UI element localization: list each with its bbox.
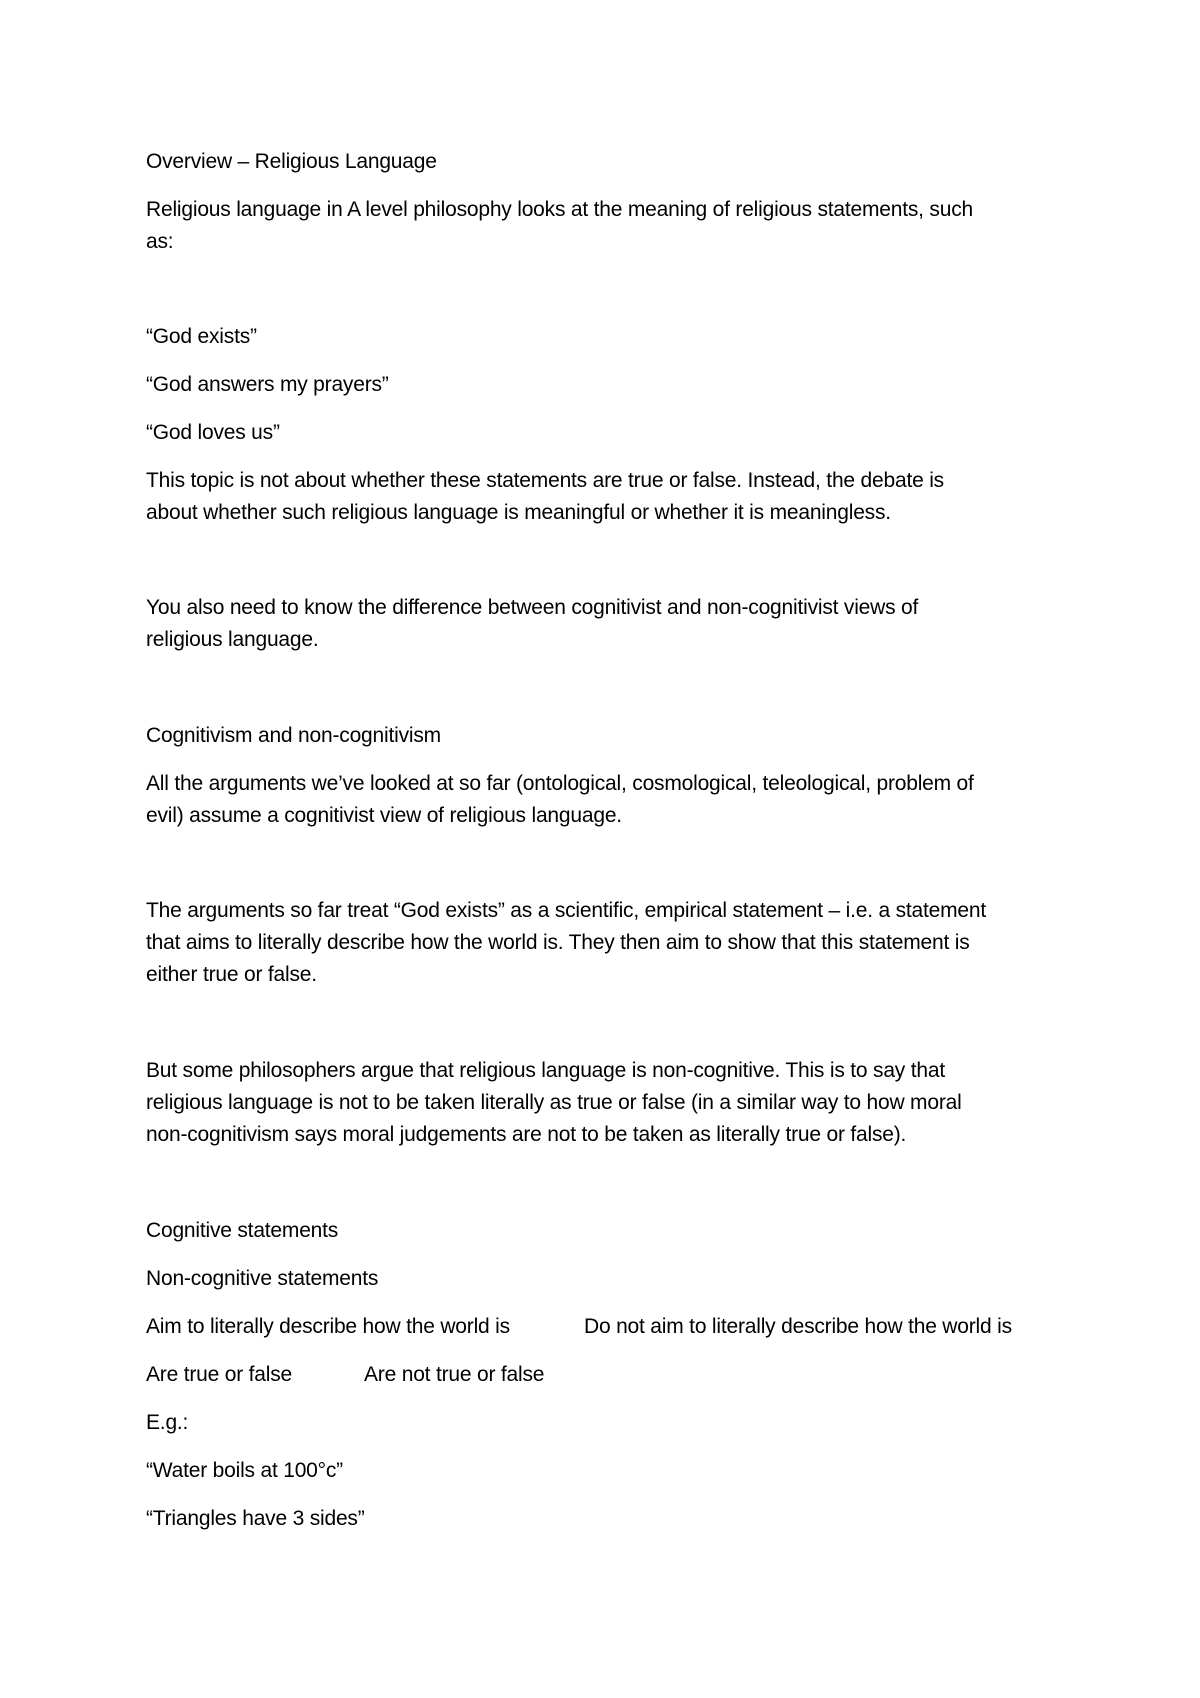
treat-paragraph-line-2: that aims to literally describe how the world is. They then aim to show that this statement is: [146, 931, 970, 954]
intro-line-1: Religious language in A level philosophy looks at the meaning of religious statements, such: [146, 198, 973, 221]
example-statement: “God answers my prayers”: [146, 373, 389, 396]
noncog-paragraph-line-2: religious language is not to be taken literally as true or false (in a similar way to how moral: [146, 1091, 962, 1114]
noncog-paragraph-line-3: non-cognitivism says moral judgements are not to be taken as literally true or false).: [146, 1123, 907, 1146]
noncog-paragraph-line-1: But some philosophers argue that religious language is non-cognitive. This is to say that: [146, 1059, 945, 1082]
table-cell-noncognitive: Are not true or false: [364, 1363, 545, 1386]
topic-paragraph-line-2: about whether such religious language is meaningful or whether it is meaningless.: [146, 501, 891, 524]
difference-paragraph-line-2: religious language.: [146, 628, 319, 651]
example-item: “Water boils at 100°c”: [146, 1459, 343, 1482]
example-item: “Triangles have 3 sides”: [146, 1507, 365, 1530]
treat-paragraph-line-3: either true or false.: [146, 963, 317, 986]
section-heading: Cognitivism and non-cognitivism: [146, 724, 441, 747]
table-cell-cognitive: Aim to literally describe how the world is: [146, 1315, 510, 1338]
example-label: E.g.:: [146, 1411, 189, 1434]
table-header-cognitive: Cognitive statements: [146, 1219, 339, 1242]
table-cell-noncognitive: Do not aim to literally describe how the world is: [584, 1315, 1012, 1338]
difference-paragraph-line-1: You also need to know the difference between cognitivist and non-cognitivist views of: [146, 596, 919, 619]
intro-line-2: as:: [146, 230, 174, 253]
document-title: Overview – Religious Language: [146, 150, 437, 173]
example-statement: “God exists”: [146, 325, 257, 348]
table-header-noncognitive: Non-cognitive statements: [146, 1267, 379, 1290]
arguments-paragraph-line-2: evil) assume a cognitivist view of religious language.: [146, 804, 622, 827]
arguments-paragraph-line-1: All the arguments we’ve looked at so far (ontological, cosmological, teleological, problem of: [146, 772, 974, 795]
example-statement: “God loves us”: [146, 421, 280, 444]
topic-paragraph-line-1: This topic is not about whether these statements are true or false. Instead, the debate is: [146, 469, 944, 492]
treat-paragraph-line-1: The arguments so far treat “God exists” as a scientific, empirical statement – i.e. a statement: [146, 899, 987, 922]
table-cell-cognitive: Are true or false: [146, 1363, 292, 1386]
